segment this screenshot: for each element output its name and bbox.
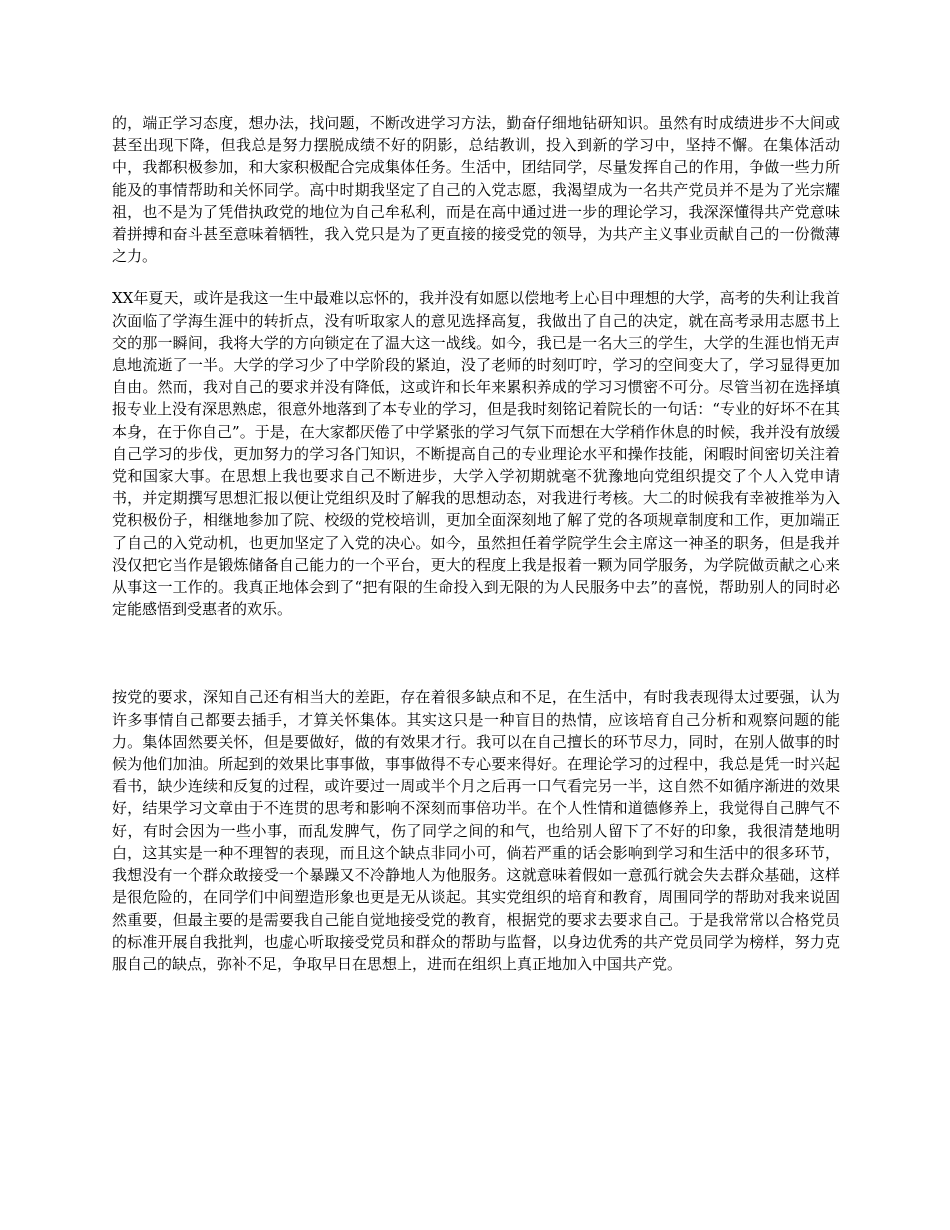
paragraph: 按党的要求，深知自己还有相当大的差距，存在着很多缺点和不足，在生活中，有时我表现得太过要强，认为许多事情自己都要去插手，才算关怀集体。其实这只是一种盲目的热情，应该培育自己分析和观察问题的能力。集体固然要关怀，但是要做好，做的有效果才行。我可以在自己擅长的环节尽力，同时，在别人做事的时候为他们加油。所起到的效果比事事做，事事做得不专心要来得好。在理论学习的过程中，我总是凭一时兴起看书，缺少连续和反复的过程，或许要过一周或半个月之后再一口气看完另一半，这自然不如循序渐进的效果好，结果学习文章由于不连贯的思考和影响不深刻而事倍功半。在个人性情和道德修养上，我觉得自己脾气不好，有时会因为一些小事，而乱发脾气，伤了同学之间的和气，也给别人留下了不好的印象，我很清楚地明白，这其实是一种不理智的表现，而且这个缺点非同小可，倘若严重的话会影响到学习和生活中的很多环节，我想没有一个群众敢接受一个暴躁又不冷静地人为他服务。这就意味着假如一意孤行就会失去群众基础，这样是很危险的，在同学们中间塑造形象也更是无从谈起。其实党组织的培育和教育，周围同学的帮助对我来说固然重要，但最主要的是需要我自己能自觉地接受党的教育，根据党的要求去要求自己。于是我常常以合格党员的标准开展自我批判，也虚心听取接受党员和群众的帮助与监督，以身边优秀的共产党员同学为榜样，努力克服自己的缺点，弥补不足，争取早日在思想上，进而在组织上真正地加入中国共产党。 bbox=[112, 688, 840, 973]
document-page bbox=[112, 112, 840, 975]
paragraph: 的，端正学习态度，想办法，找问题，不断改进学习方法，勤奋仔细地钻研知识。虽然有时成绩进步不大间或甚至出现下降，但我总是努力摆脱成绩不好的阴影，总结教训，投入到新的学习中，坚持不懈。在集体活动中，我都积极参加，和大家积极配合完成集体任务。生活中，团结同学，尽量发挥自己的作用，争做一些力所能及的事情帮助和关怀同学。高中时期我坚定了自己的入党志愿，我渴望成为一名共产党员并不是为了光宗耀祖，也不是为了凭借执政党的地位为自己牟私利，而是在高中通过进一步的理论学习，我深深懂得共产党意味着拼搏和奋斗甚至意味着牺牲，我入党只是为了更直接的接受党的领导，为共产主义事业贡献自己的一份微薄之力。 bbox=[112, 114, 840, 266]
paragraph: XX年夏天，或许是我这一生中最难以忘怀的，我并没有如愿以偿地考上心目中理想的大学，高考的失利让我首次面临了学海生涯中的转折点，没有听取家人的意见选择高复，我做出了自己的决定，就在高考录用志愿书上交的那一瞬间，我将大学的方向锁定在了温大这一战线。如今，我已是一名大三的学生，大学的生涯也悄无声息地流逝了一半。大学的学习少了中学阶段的紧迫，没了老师的时刻叮咛，学习的空间变大了，学习显得更加自由。然而，我对自己的要求并没有降低，这或许和长年来累积养成的学习习惯密不可分。尽管当初在选择填报专业上没有深思熟虑，很意外地落到了本专业的学习，但是我时刻铭记着院长的一句话：“专业的好坏不在其本身，在于你自己”。于是，在大家都厌倦了中学紧张的学习气氛下而想在大学稍作休息的时候，我并没有放缓自己学习的步伐，更加努力的学习各门知识，不断提高自己的专业理论水平和操作技能，闲暇时间密切关注着党和国家大事。在思想上我也要求自己不断进步，大学入学初期就毫不犹豫地向党组织提交了个人入党申请书，并定期撰写思想汇报以便让党组织及时了解我的思想动态，对我进行考核。大二的时候我有幸被推举为入党积极份子，相继地参加了院、校级的党校培训，更加全面深刻地了解了党的各项规章制度和工作，更加端正了自己的入党动机，也更加坚定了入党的决心。如今，虽然担任着学院学生会主席这一神圣的职务，但是我并没仅把它当作是锻炼储备自己能力的一个平台，更大的程度上我是报着一颗为同学服务，为学院做贡献之心来从事这一工作的。我真正地体会到了“把有限的生命投入到无限的为人民服务中去”的喜悦，帮助别人的同时必定能感悟到受惠者的欢乐。 bbox=[112, 289, 840, 619]
